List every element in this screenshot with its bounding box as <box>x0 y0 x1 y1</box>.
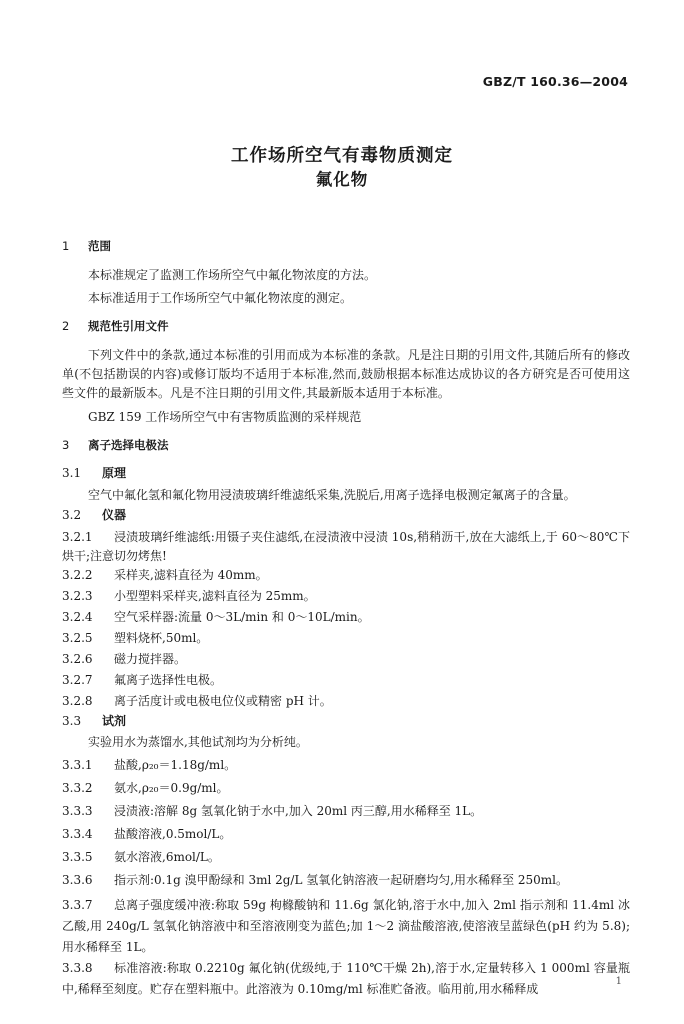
document-subtitle: 氟化物 <box>315 170 369 189</box>
list-item: 3.3.3 浸渍液:溶解 8g 氢氧化钠于水中,加入 20ml 丙三醇,用水稀释至 1L。 <box>62 804 483 818</box>
section-3-3-paragraph: 实验用水为蒸馏水,其他试剂均为分析纯。 <box>88 735 308 749</box>
section-3-1-paragraph: 空气中氟化氢和氟化物用浸渍玻璃纤维滤纸采集,洗脱后,用离子选择电极测定氟离子的含量。 <box>88 488 576 502</box>
list-item: 3.2.8 离子活度计或电极电位仪或精密 pH 计。 <box>62 694 332 708</box>
list-item: 3.3.5 氨水溶液,6mol/L。 <box>62 850 220 864</box>
section-2-paragraph: 下列文件中的条款,通过本标准的引用而成为本标准的条款。凡是注日期的引用文件,其随后所有的修改单(不包括勘误的内容)或修订版均不适用于本标准,然而,鼓励根据本标准达成协议的各方研究是否可使用这些文件的最新版本。凡是不注日期的引用文件,其最新版本适用于本标准。 <box>62 348 630 400</box>
list-item: 3.2.7 氟离子选择性电极。 <box>62 673 223 687</box>
list-item: 3.3.6 指示剂:0.1g 溴甲酚绿和 3ml 2g/L 氢氧化钠溶液一起研磨均匀,用水稀释至 250ml。 <box>62 873 568 887</box>
page-number: 1 <box>615 976 622 987</box>
list-item: 3.3.8 标准溶液:称取 0.2210g 氟化钠(优级纯,于 110℃干燥 2h),溶于水,定量转移入 1 000ml 容量瓶中,稀释至刻度。贮存在塑料瓶中。此溶液为 0.10mg/ml 标准贮备液。临用前,用水稀释成 <box>62 961 630 996</box>
section-3-1-heading: 3.1 原理 <box>62 466 127 480</box>
section-1-paragraph-1: 本标准规定了监测工作场所空气中氟化物浓度的方法。 <box>88 268 377 282</box>
section-3-heading: 3 离子选择电极法 <box>62 438 169 452</box>
list-item: 3.2.3 小型塑料采样夹,滤料直径为 25mm。 <box>62 589 316 603</box>
list-item: 3.3.2 氨水,ρ₂₀＝0.9g/ml。 <box>62 781 229 795</box>
section-2-reference: GBZ 159 工作场所空气中有害物质监测的采样规范 <box>88 410 362 424</box>
standard-code: GBZ/T 160.36—2004 <box>482 74 628 89</box>
list-item: 3.2.6 磁力搅拌器。 <box>62 652 187 666</box>
list-item: 3.3.1 盐酸,ρ₂₀＝1.18g/ml。 <box>62 758 237 772</box>
document-title: 工作场所空气有毒物质测定 <box>231 146 453 166</box>
section-2-heading: 2 规范性引用文件 <box>62 319 169 333</box>
section-3-3-heading: 3.3 试剂 <box>62 714 127 728</box>
section-1-heading: 1 范围 <box>62 239 111 253</box>
list-item: 3.2.5 塑料烧杯,50ml。 <box>62 631 209 645</box>
list-item: 3.2.2 采样夹,滤料直径为 40mm。 <box>62 568 268 582</box>
section-1-paragraph-2: 本标准适用于工作场所空气中氟化物浓度的测定。 <box>88 291 353 305</box>
section-3-2-heading: 3.2 仪器 <box>62 508 127 522</box>
list-item: 3.3.7 总离子强度缓冲液:称取 59g 枸橼酸钠和 11.6g 氯化钠,溶于水中,加入 2ml 指示剂和 11.4ml 冰乙酸,用 240g/L 氢氧化钠溶液中和至溶液刚变为蓝色;加 1～2 滴盐酸溶液,使溶液呈蓝绿色(pH 约为 5.8);用水稀释至 1L。 <box>62 898 630 954</box>
list-item: 3.2.4 空气采样器:流量 0～3L/min 和 0～10L/min。 <box>62 610 370 624</box>
list-item: 3.3.4 盐酸溶液,0.5mol/L。 <box>62 827 232 841</box>
list-item: 3.2.1 浸渍玻璃纤维滤纸:用镊子夹住滤纸,在浸渍液中浸渍 10s,稍稍沥干,放在大滤纸上,于 60～80℃下烘干;注意切勿烤焦! <box>62 530 630 563</box>
